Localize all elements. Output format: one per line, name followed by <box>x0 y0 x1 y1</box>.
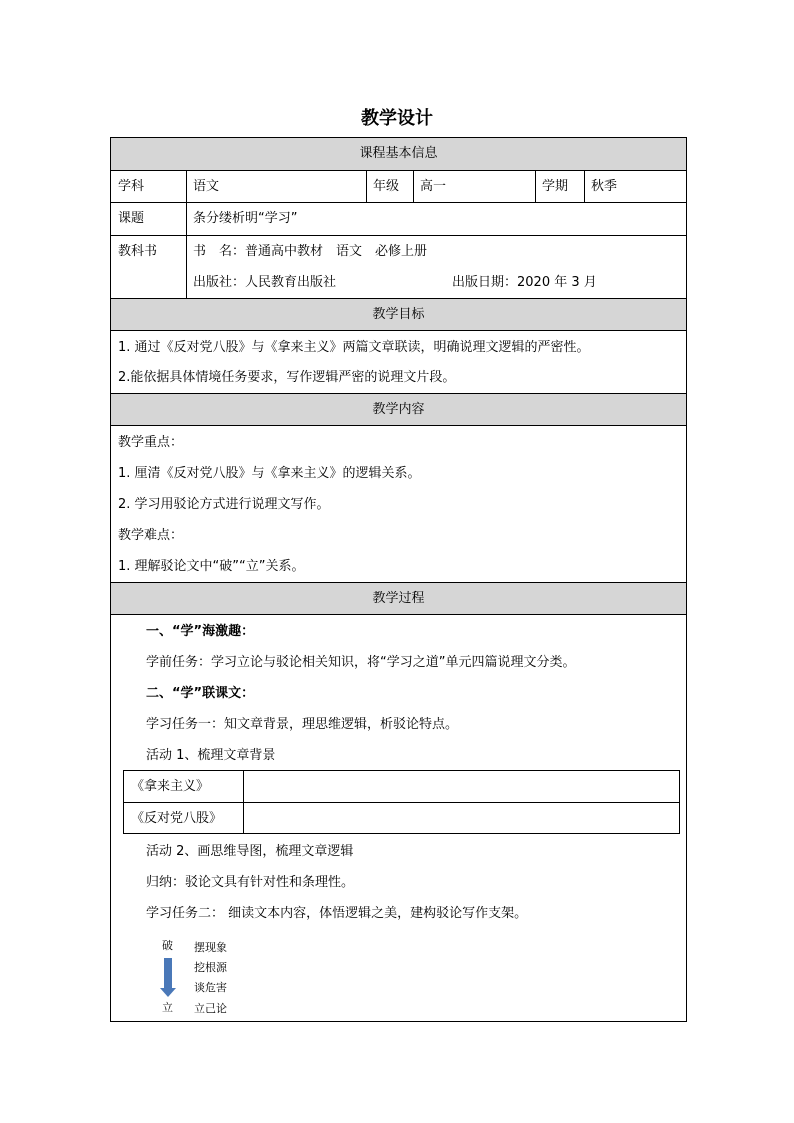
term-label: 学期 <box>542 179 569 194</box>
activity2-text: 活动 2、画思维导图，梳理文章逻辑 <box>146 844 354 859</box>
step1-task: 学前任务：学习立论与驳论相关知识，将“学习之道”单元四篇说理文分类。 <box>146 655 576 670</box>
rule <box>413 170 414 202</box>
objective-item: 1. 通过《反对党八股》与《拿来主义》两篇文章联读，明确说理文逻辑的严密性。 <box>118 340 590 355</box>
rule <box>111 330 686 331</box>
rule <box>535 170 536 202</box>
step2-heading: 二、“学”联课文： <box>146 686 255 701</box>
task1-text: 学习任务一：知文章背景，理思维逻辑，析驳论特点。 <box>146 717 459 732</box>
key-point-item: 2. 学习用驳论方式进行说理文写作。 <box>118 497 330 512</box>
subject-label: 学科 <box>118 179 145 194</box>
difficulty-label: 教学难点： <box>118 528 184 543</box>
diagram-bottom-label: 立 <box>162 1001 173 1014</box>
down-arrow-icon <box>160 988 176 997</box>
page-title: 教学设计 <box>361 108 433 129</box>
key-points-label: 教学重点： <box>118 435 184 450</box>
topic-value: 条分缕析明“学习” <box>193 211 298 226</box>
grade-label: 年级 <box>373 179 400 194</box>
key-point-item: 1. 厘清《反对党八股》与《拿来主义》的逻辑关系。 <box>118 466 421 481</box>
difficulty-item: 1. 理解驳论文中“破”“立”关系。 <box>118 559 305 574</box>
diagram-step: 立己论 <box>194 1002 227 1015</box>
table-row-label: 《拿来主义》 <box>131 779 210 794</box>
topic-label: 课题 <box>118 211 145 226</box>
rule <box>124 802 679 803</box>
section-process: 教学过程 <box>111 583 686 614</box>
rule <box>243 771 244 833</box>
publisher: 出版社：人民教育出版社 <box>193 275 337 290</box>
rule <box>111 425 686 426</box>
rule <box>584 170 585 202</box>
textbook-label: 教科书 <box>118 244 158 259</box>
term-value: 秋季 <box>591 179 618 194</box>
rule <box>111 582 686 583</box>
rule <box>111 170 686 171</box>
summary-text: 归纳：驳论文具有针对性和条理性。 <box>146 875 355 890</box>
task2-text: 学习任务二： 细读文本内容，体悟逻辑之美，建构驳论写作支架。 <box>146 906 528 921</box>
diagram-step: 挖根源 <box>194 961 227 974</box>
section-content: 教学内容 <box>111 394 686 425</box>
rule <box>111 614 686 615</box>
objective-item: 2.能依据具体情境任务要求，写作逻辑严密的说理文片段。 <box>118 370 456 385</box>
subject-value: 语文 <box>193 179 220 194</box>
textbook-name: 书 名：普通高中教材 语文 必修上册 <box>193 244 428 259</box>
grade-value: 高一 <box>420 179 447 194</box>
publish-date: 出版日期：2020 年 3 月 <box>452 275 597 290</box>
rule <box>111 235 686 236</box>
diagram-top-label: 破 <box>162 939 173 952</box>
rule <box>111 202 686 203</box>
diagram-step: 摆现象 <box>194 941 227 954</box>
rule <box>111 393 686 394</box>
rule <box>111 298 686 299</box>
diagram-step: 谈危害 <box>194 981 227 994</box>
rule <box>366 170 367 202</box>
table-row-label: 《反对党八股》 <box>131 811 223 826</box>
rule <box>186 170 187 298</box>
down-arrow-icon <box>164 958 172 990</box>
step1-heading: 一、“学”海激趣： <box>146 624 255 639</box>
section-objectives: 教学目标 <box>111 299 686 330</box>
activity1-text: 活动 1、梳理文章背景 <box>146 748 276 763</box>
section-basic-info: 课程基本信息 <box>111 138 686 170</box>
